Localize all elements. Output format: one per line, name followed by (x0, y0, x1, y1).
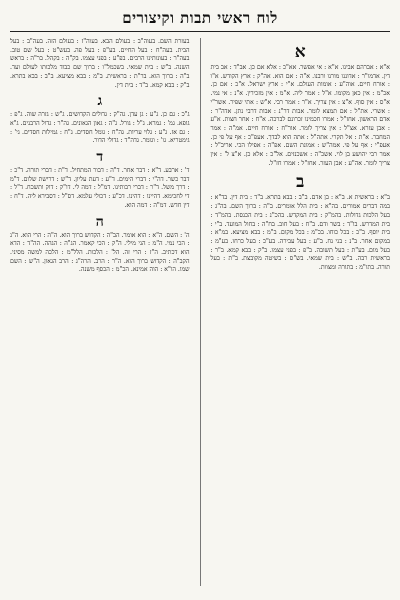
section-heading-gimel: ג (97, 93, 103, 110)
page-title: לוח ראשי תבות וקיצורים (122, 9, 278, 27)
section-text-he: ה' : השם. ה"א : הוא אומר. הב"ה : הקדוש ברוך הוא. ה"ה : הרי הוא. ה"נ : הכי נמי. ה"מ : הני מילי. ה"ק : הכי קאמר. הג"ה : הגהה. הה"ד : הדא הוא דכתיב. ה"ז : הרי זה. הל' : הלכות. הלל"מ : הלכה למשה מסיני. הקב"ה : הקדוש ברוך הוא. ה"ר : הרב. הרה"ג : הרב הגאון. ה"ש : השם שמו. הו"א : הוה אמינא. הכ"מ : הכסף משנה. (10, 231, 190, 274)
section-text-gimel: ג"כ : גם כן. ג"ע : גן עדן. גה"ק : גדולים הקדושים. ג"ש : גזרה שוה. ג"פ : גופא. גמ' : גמרא. ג"ל : גורל. ג"ה : גאון הגאונים. גה"ר : גדול הרבנים. ג"א : גם אז. ג"ע : גלוי עריות. גה"ח : גומל חסדים. ג"ח : גמילות חסדים. גי' : גימטריא. גו' : וגומר. גדה"ד : גדולי הדור. (10, 111, 190, 145)
section-heading-alef: א (294, 42, 306, 62)
section-heading-dalet: ד (96, 149, 104, 166)
section-text-dalet: ד' : ארבע. ד"א : דבר אחר. ד"ה : דבור המתחיל. ד"ת : דברי תורה. ד"כ : דבר כשר. דה"י : דברי הימים. ד"ע : דעת עליון. ד"ש : דרישת שלום. ד"מ : דרך משל. ד"ר : דברי רבותינו. דמ"ל : דמה לי. דו"ק : דוק ותשכח. ד"ל : די לחכימא. דהיינו : דהינו. דכ"ע : דכולי עלמא. דס"ל : דסבירא ליה. ד"ח : דין חדש. דמ"ה : דמה הוא. (10, 167, 190, 209)
columns (10, 38, 390, 586)
title-rule (10, 31, 390, 32)
right-column (210, 38, 390, 586)
left-column (10, 38, 190, 586)
section-heading-he: ה (95, 213, 104, 230)
section-text-bet-continued: בעזרת השם. בעוה"ב : בעולם הבא. בעוה"ז : בעולם הזה. בעה"ב : בעל הבית. בעה"ח : בעל החיים. בע"פ : בעל פה. בעש"ט : בעל שם טוב. בעה"ר : בעונותינו הרבים. בפ"ע : בפני עצמו. בק"ה : בקהל. בר"ה : בראש השנה. ב"ש : בית שמאי. בשכמל"ו : ברוך שם כבוד מלכותו לעולם ועד. ב"ה : ברוך הוא. בר"ת : בראשית. ב"מ : בבא מציעא. ב"ב : בבא בתרא. ב"ק : בבא קמא. ב"ד : בית דין. (10, 38, 190, 89)
column-divider (200, 38, 201, 586)
section-text-bet: ב"א : בראשית א. ב"א : בן אדם. ב"ב : בבא בתרא. ב"ד : בית דין. בד"א : במה דברים אמורים. בה"א : בית הלל אומרים. ב"ה : ברוך השם. בה"ג : בעל הלכות גדולות. בהמ"ק : בית המקדש. בהכ"נ : בית הכנסת. בהמ"ד : בית המדרש. בו"ד : בשר ודם. ב"ח : בעל חוב. בח"ה : בחול המועד. ב"י : בית יוסף. ב"כ : בכל כוחו. בכ"מ : בכל מקום. ב"מ : בבא מציעא. במ"א : במקום אחר. ב"נ : בני נח. ב"ע : בעל עבירה. בע"כ : בעל כרחו. בע"מ : בעל מום. בע"ת : בעל תשובה. ב"פ : בפני עצמו. ב"ק : בבא קמא. ב"ר : בראשית רבה. ב"ש : בית שמאי. בש"ס : בשיטה מקובצת. ב"ת : בעל תורה. בתו"מ : בתורה ומצוות. (210, 194, 390, 272)
section-text-alef: א"א : אברהם אבינו. א"א : אי אפשר. אא"כ : אלא אם כן. אב"ד : אב בית דין. אדמו"ר : אדוננו מורנו ורבנו. א"ה : אם הוא. אה"ק : ארץ הקודש. א"ו : אורח חיים. אוה"ע : אומות העולם. א"י : ארץ ישראל. א"כ : אם כן. אכ"מ : אין כאן מקומו. א"ל : אמר ליה. א"מ : אין מזכירין. א"נ : אי נמי. א"ס : אין סוף. א"צ : אין צריך. א"ר : אמר רבי. א"ש : אתי שפיר. אשר"י : אשרי. את"ל : אם תמצא לומר. אבות דר"נ : אבות דרבי נתן. אדה"ר : אדם הראשון. אחז"ל : אמרו חכמינו זכרונם לברכה. א"ח : אחר חצות. א"ע : אבן עזרא. אצ"ל : אין צריך לומר. אור"ח : אורח חיים. אמ"ה : אמר המחבר. א"ת : אל תקרי. אתה"ל : אתה הוא לבדך. אעפ"כ : אף על פי כן. אעפ"י : אף על פי. אמה"ש : אמונת השם. אפ"ה : אפילו הכי. אריב"ל : אמר רבי יהושע בן לוי. אשכ"ה : אשכנזים. אל"כ : אלא כן. א"צ ל' : אין צריך לומר. אה"ע : אבן העזר. אחז"ל : אמרו חז"ל. (210, 64, 390, 167)
section-heading-bet: ב (296, 172, 305, 193)
